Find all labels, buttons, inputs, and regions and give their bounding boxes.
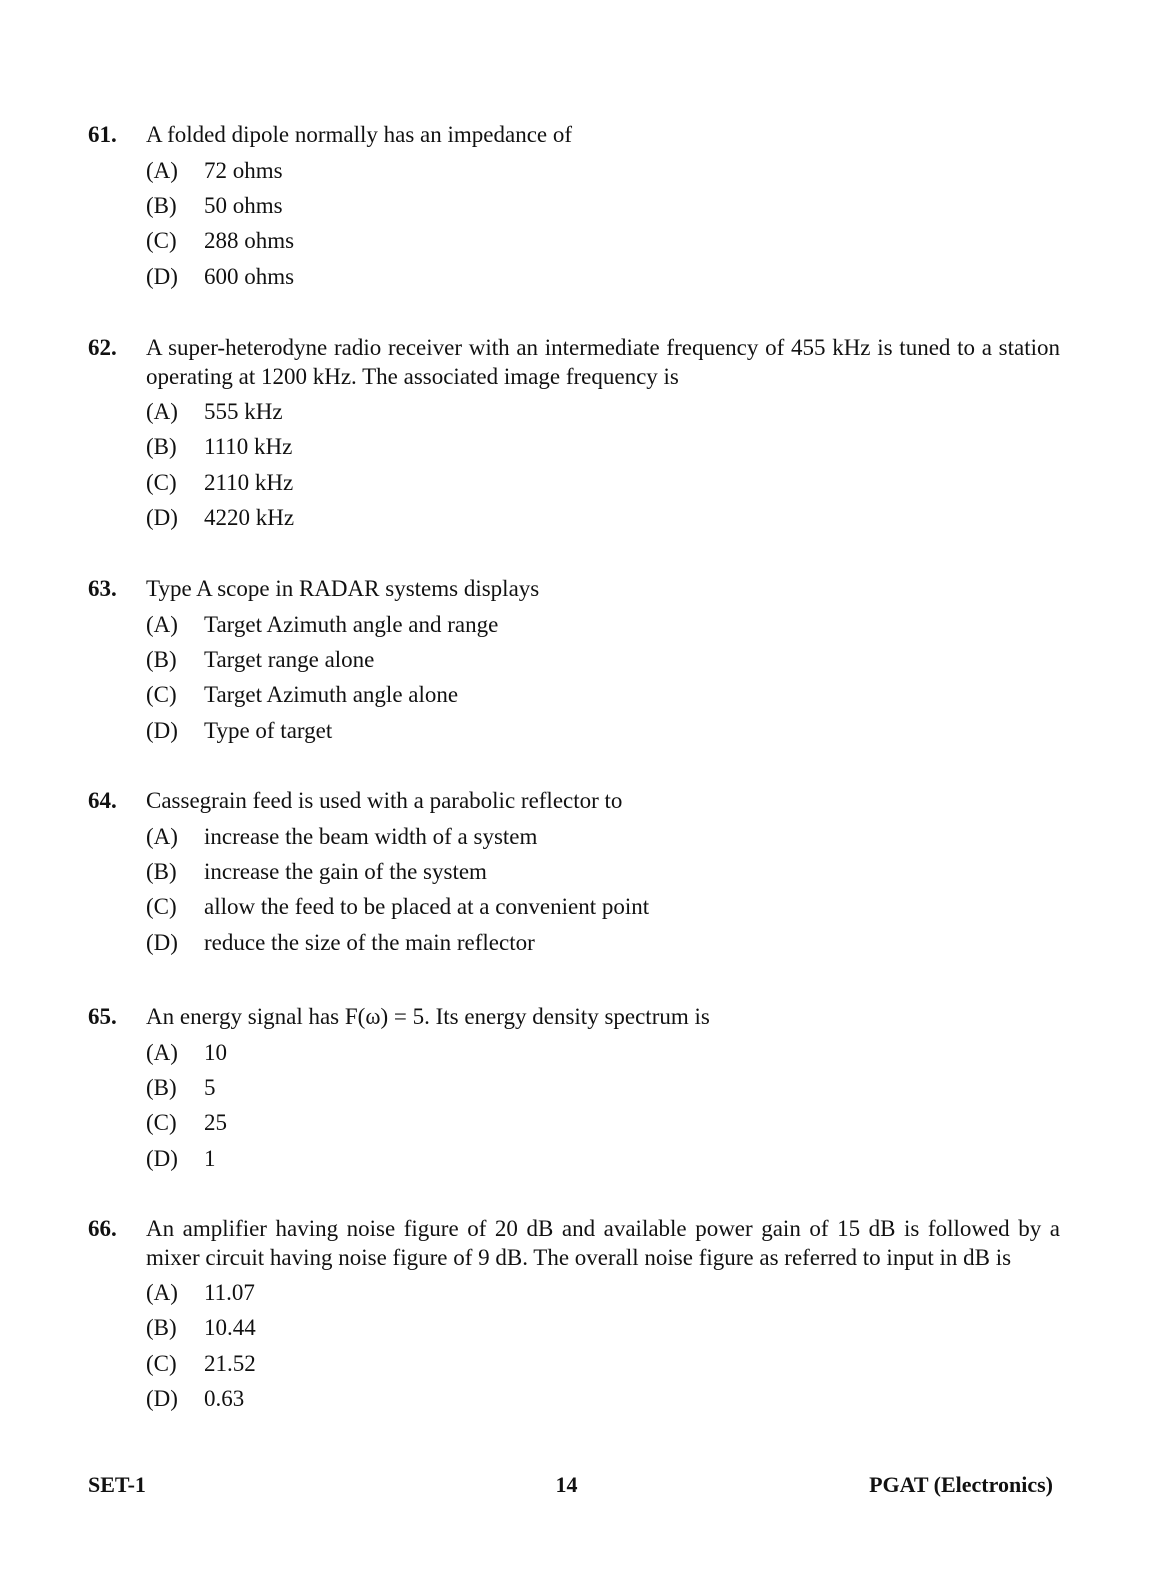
option-d — [146, 504, 1060, 539]
question-number: 66. — [88, 1216, 117, 1241]
option-label: (A) — [146, 823, 178, 849]
options-list — [146, 1039, 1060, 1181]
option-text: 1 — [204, 1145, 216, 1171]
option-label: (A) — [146, 399, 178, 424]
option-text: 600 ohms — [204, 263, 295, 289]
option-text: 21.52 — [204, 1350, 256, 1376]
option-text: 2110 kHz — [204, 469, 294, 495]
option-text: 10.44 — [204, 1315, 256, 1341]
option-label: (C) — [146, 682, 177, 708]
question-text: Type A scope in RADAR systems displays — [146, 576, 540, 601]
option-label: (D) — [146, 505, 178, 531]
option-text: 50 ohms — [204, 192, 283, 218]
option-text: 0.63 — [204, 1386, 245, 1412]
option-label: (C) — [146, 228, 177, 254]
option-label: (A) — [146, 1280, 178, 1305]
option-label: (B) — [146, 192, 177, 218]
option-a — [146, 1279, 1060, 1314]
option-label: (B) — [146, 1315, 177, 1341]
option-d — [146, 263, 1060, 298]
option-label: (C) — [146, 469, 177, 495]
question-62 — [88, 334, 1060, 540]
option-d — [146, 929, 1060, 964]
option-label: (C) — [146, 1350, 177, 1376]
option-d — [146, 717, 1060, 752]
option-text: Type of target — [204, 717, 333, 743]
option-a — [146, 157, 1060, 192]
option-text: 72 ohms — [204, 157, 283, 183]
option-label: (C) — [146, 1110, 177, 1136]
option-label: (A) — [146, 1039, 178, 1065]
question-66 — [88, 1215, 1060, 1421]
option-label: (D) — [146, 263, 178, 289]
option-b — [146, 192, 1060, 227]
option-text: 555 kHz — [204, 399, 283, 424]
option-label: (B) — [146, 1074, 177, 1100]
footer-subject: PGAT (Electronics) — [869, 1472, 1053, 1497]
question-64 — [88, 787, 1060, 964]
option-text: 4220 kHz — [204, 505, 295, 531]
option-b — [146, 1074, 1060, 1109]
option-text: 11.07 — [204, 1280, 255, 1305]
option-text: allow the feed to be placed at a convenient point — [204, 894, 650, 920]
question-number: 65. — [88, 1004, 117, 1029]
question-text: A folded dipole normally has an impedance of — [146, 122, 573, 147]
option-text: increase the beam width of a system — [204, 823, 538, 849]
option-a — [146, 611, 1060, 646]
question-text: An energy signal has F(ω) = 5. Its energy density spectrum is — [146, 1004, 710, 1029]
option-c — [146, 893, 1060, 928]
option-label: (A) — [146, 157, 178, 183]
option-c — [146, 681, 1060, 716]
options-list — [146, 823, 1060, 965]
footer-set-label: SET-1 — [88, 1472, 146, 1497]
options-list — [146, 398, 1060, 540]
option-d — [146, 1385, 1060, 1420]
question-number: 63. — [88, 576, 117, 601]
question-number: 64. — [88, 788, 117, 813]
option-label: (D) — [146, 929, 178, 955]
options-list — [146, 157, 1060, 299]
option-text: Target Azimuth angle and range — [204, 611, 499, 637]
options-list — [146, 1279, 1060, 1421]
option-text: 1110 kHz — [204, 434, 293, 460]
option-b — [146, 858, 1060, 893]
question-number: 62. — [88, 335, 117, 360]
option-a — [146, 823, 1060, 858]
footer-page-number: 14 — [555, 1472, 578, 1497]
option-text: Target range alone — [204, 646, 375, 672]
question-text: Cassegrain feed is used with a parabolic reflector to — [146, 788, 623, 813]
option-text: 288 ohms — [204, 228, 295, 254]
question-number: 61. — [88, 122, 117, 147]
question-65 — [88, 1003, 1060, 1180]
option-text: reduce the size of the main reflector — [204, 929, 535, 955]
option-a — [146, 1039, 1060, 1074]
option-label: (A) — [146, 611, 178, 637]
option-b — [146, 1314, 1060, 1349]
option-text: 10 — [204, 1039, 227, 1065]
option-label: (B) — [146, 858, 177, 884]
option-b — [146, 433, 1060, 468]
option-label: (B) — [146, 434, 177, 460]
option-label: (C) — [146, 894, 177, 920]
option-b — [146, 646, 1060, 681]
option-c — [146, 469, 1060, 504]
option-text: Target Azimuth angle alone — [204, 682, 459, 708]
option-a — [146, 398, 1060, 433]
option-d — [146, 1145, 1060, 1180]
question-text: An amplifier having noise figure of 20 dB and available power gain of 15 dB is followed by a mixer circuit having noise figure of 9 dB. The overall noise figure as referred to input in dB is — [146, 1216, 1060, 1270]
option-label: (D) — [146, 1386, 178, 1412]
option-text: increase the gain of the system — [204, 858, 487, 884]
option-text: 25 — [204, 1110, 227, 1136]
option-label: (D) — [146, 1145, 178, 1171]
option-text: 5 — [204, 1074, 216, 1100]
option-c — [146, 1109, 1060, 1144]
question-text: A super-heterodyne radio receiver with an intermediate frequency of 455 kHz is tuned to a station operating at 1200 kHz. The associated image frequency is — [146, 335, 1060, 389]
option-label: (B) — [146, 646, 177, 672]
options-list — [146, 611, 1060, 753]
question-63 — [88, 575, 1060, 752]
option-label: (D) — [146, 717, 178, 743]
question-61 — [88, 121, 1060, 298]
option-c — [146, 227, 1060, 262]
option-c — [146, 1350, 1060, 1385]
